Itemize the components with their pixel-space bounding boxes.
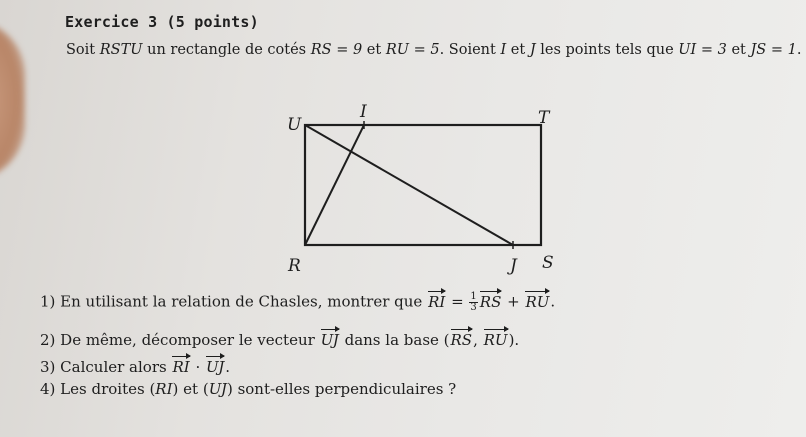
label-j: J (510, 256, 517, 276)
rectangle-rstu (305, 125, 541, 245)
label-s: S (542, 253, 554, 273)
exercise-title: Exercice 3 (5 points) (65, 13, 259, 31)
label-r: R (288, 256, 301, 276)
label-u: U (287, 115, 302, 135)
label-i: I (360, 102, 367, 122)
question-4: 4) Les droites (RI) et (UJ) sont-elles perpendiculaires ? (40, 380, 457, 398)
thumb-shadow (0, 20, 25, 180)
fraction-one-third: $\frac{1}{3}$ (470, 291, 477, 313)
exercise-statement: Soit RSTU un rectangle de cotés RS = 9 et RU = 5. Soient I et J les points tels que UI = 3 et JS = 1. (66, 42, 802, 58)
question-2: 2) De même, décomposer le vecteur UJ dans la base (RS, RU). (40, 331, 520, 349)
question-1: 1) En utilisant la relation de Chasles, montrer que RI = $\frac{1}{3}$ RS + RU. (40, 291, 556, 313)
rectangle-figure (280, 100, 580, 280)
label-t: T (538, 108, 550, 128)
segment-uj (305, 125, 513, 245)
question-3: 3) Calculer alors RI · UJ. (40, 358, 231, 376)
